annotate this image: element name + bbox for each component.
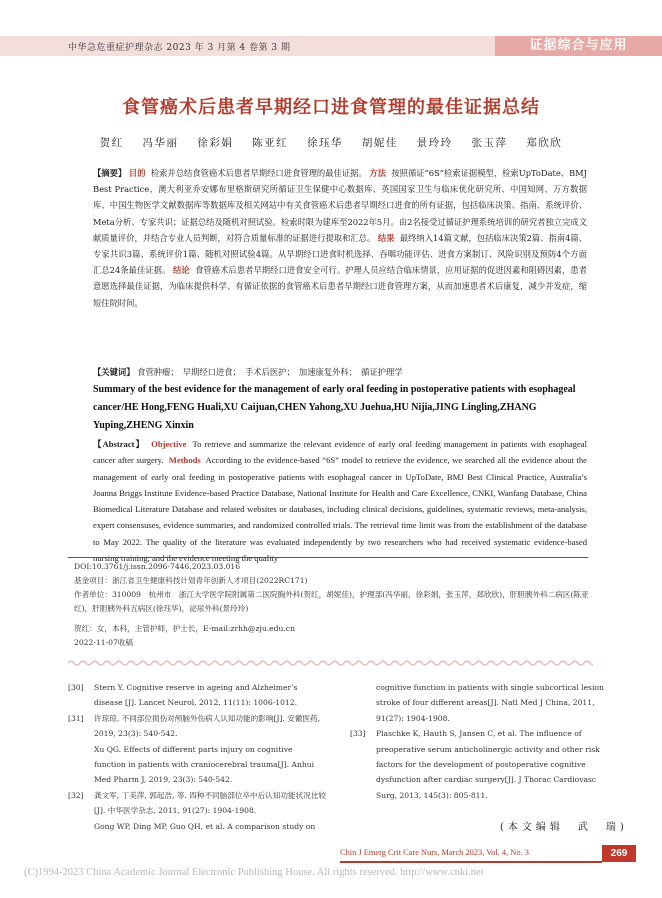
doi: DOI:10.3761/j.issn.2096-7446.2023.03.016 <box>74 562 241 571</box>
keywords-text: 食管肿瘤； 早期经口进食； 手术后医护； 加速康复外科； 循证护理学 <box>137 367 403 377</box>
reference-text: Xu QG. Effects of different parts injury on cognitive function in patients with craniocerebral trauma[J]. Anhui Med Pharm J, 2019, 23(3): 540-542. <box>94 744 315 785</box>
page-number: 269 <box>602 845 636 862</box>
journal-footer: Chin J Emerg Crit Care Nurs, March 2023, Vol. 4, No. 3 <box>340 848 529 857</box>
wavy-divider <box>68 659 593 667</box>
reference-text: Stern Y. Cognitive reserve in ageing and Alzheimer’s disease [J]. Lancet Neurol, 2012, 11(11): 1006-1012. <box>94 683 298 708</box>
references-left <box>68 680 326 834</box>
section-label: 证据综合与应用 <box>495 36 662 56</box>
english-title: Summary of the best evidence for the management of early oral feeding in postoperative patients with esophageal cancer/HE Hong,FENG Huali,XU Caijuan,CHEN Yahong,XU Juehua,HU Nijia,JING Lingling,ZHANG Yuping,ZHENG Xinxin <box>93 384 576 431</box>
author-info: 贺红：女，本科，主管护师，护士长，E-mail:zrhh@zju.edu.cn <box>74 624 295 633</box>
author-units: 作者单位：310009 杭州市 浙江大学医学院附属第二医院胸外科(贺红，胡妮佳)，护理部(冯华丽，徐彩娟，张玉萍，郑欣欣)，肝胆胰外科二病区(陈亚红)，肝胆胰外科五病区(徐珏华)，泌尿外科(景玲玲) <box>74 590 589 613</box>
methods-en-text: According to the evidence-based “6S” model to retrieve the evidence, we searched all the evidence about the management of early oral feeding in postoperative patients with esophageal cancer in UpToDate, BMJ Best Clinical Practice, Australia’s Joanna Briggs Institute Evidence-based Practice Database, National Institute for Health and Care Excellence, CNKI, Wanfang Database, China Biomedical Literature Database and related websites or databases, including clinical decisions, guidelines, systematic reviews, meta-analysis, expert consensuses, evidence summaries, and randomized controlled trials. The retrieval time limit was from the establishment of the database to May 2022. The quality of the literature was evaluated independently by two researchers who had received systematic evidence-based nursing training, and the evidence meeting the quality <box>93 455 587 564</box>
abstract-en <box>93 436 587 566</box>
reference-text: cognitive function in patients with single subcortical lesion stroke of four different areas[J]. Natl Med J China, 2011, 91(27): 1904-1908. <box>376 683 604 723</box>
footer-rule <box>340 861 602 863</box>
results-label: 结果 <box>377 232 395 243</box>
reference-number <box>350 680 376 726</box>
keywords-cn <box>93 366 587 378</box>
objective-label: 目的 <box>128 168 146 178</box>
reference-number: [30] <box>68 683 84 692</box>
reference-number: [32] <box>68 790 84 800</box>
abstract-label: 【摘要】 <box>93 168 127 178</box>
abstract-cn <box>93 165 587 311</box>
article-title: 食管癌术后患者早期经口进食管理的最佳证据总结 <box>122 97 540 118</box>
reference-text: Gong WP, Ding MP, Guo QH, et al. A comparison study on <box>94 821 316 831</box>
reference-item <box>68 711 326 742</box>
reference-number: [31] <box>68 713 84 723</box>
reference-number <box>68 819 94 834</box>
abstract-en-label: 【Abstract】 <box>93 439 145 449</box>
editor-note: (本文编辑 武 瑞) <box>500 822 628 833</box>
keywords-label: 【关键词】 <box>93 367 135 377</box>
footnote-rule <box>68 557 588 558</box>
objective-en-label: Objective <box>151 439 187 449</box>
methods-label: 方法 <box>369 168 387 178</box>
reference-number: [33] <box>350 729 366 739</box>
reference-text: 龚文军, 丁美萍, 郭起浩, 等. 四种不同脑部位卒中后认知功能状况比较[J]. 中华医学杂志, 2011, 91(27): 1904-1908. <box>94 790 326 816</box>
received-date: 2022-11-07收稿 <box>74 638 133 647</box>
fund-info: 基金项目：浙江省卫生健康科技计划青年创新人才项目(2022RC171) <box>74 576 308 585</box>
reference-item <box>68 742 326 788</box>
journal-header: 中华急危重症护理杂志 2023 年 3 月第 4 卷第 3 期 <box>68 43 291 53</box>
reference-text: Plaschke K, Hauth S, Jansen C, et al. The influence of preoperative serum anticholinergic activity and other risk factors for the development of postoperative cognitive dysfunction after cardiac surgery[J]. J Thorac Cardiovasc Surg, 2013, 145(3): 805-811. <box>376 729 600 800</box>
objective-text: 检索并总结食管癌术后患者早期经口进食管理的最佳证据。 <box>150 168 367 178</box>
reference-item <box>350 726 608 803</box>
reference-item <box>68 680 326 711</box>
conclusion-label: 结论 <box>173 265 190 276</box>
reference-item <box>350 680 608 726</box>
conclusion-text: 食管癌术后患者早期经口进食安全可行。护理人员应结合临床情景，应用证据的促进因素和阻碍因素，患者意愿选择最佳证据，为临床提供科学、有循证依据的食管癌术后患者早期经口进食管理方案，从而加速患者术后康复，减少并发症，缩短住院时间。 <box>93 265 588 308</box>
references-right <box>350 680 608 803</box>
results-text: 最终纳入14篇文献，包括临床决策2篇、指南4篇、专家共识3篇、系统评价1篇、随机对照试验4篇。从早期经口进食时机选择、吞咽功能评估、进食方案制订、风险识别及预防4个方面汇总24条最佳证据。 <box>93 232 587 276</box>
reference-text: 许琼琼. 不同部位损伤对颅脑外伤病人认知功能的影响[J]. 安徽医药, 2019, 23(3): 540-542. <box>94 713 321 739</box>
reference-item <box>68 788 326 819</box>
reference-number <box>68 742 94 788</box>
author-list: 贺红 冯华丽 徐彩娟 陈亚红 徐珏华 胡妮佳 景玲玲 张玉萍 郑欣欣 <box>99 137 563 149</box>
copyright-watermark: (C)1994-2023 China Academic Journal Electronic Publishing House. All rights reserved. http://www.cnki.net <box>24 867 484 878</box>
methods-text: 按照循证“6S”检索证据模型，检索UpToDate、BMJ Best Practice、澳大利亚乔安娜布里格斯研究所循证卫生保健中心数据库、英国国家卫生与临床优化研究所、中国知网、万方数据库、中国生物医学文献数据库等数据库及相关网站中有关食管癌术后患者早期经口进食的所有证据，包括临床决策、指南、系统评价、Meta分析、专家共识；证据总结及随机对照试验。检索时限为建库至2022年5月。由2名接受过循证护理系统培训的研究者独立完成文献质量评价，并结合专业人员判断，对符合质量标准的证据进行提取和汇总。 <box>93 168 588 243</box>
methods-en-label: Methods <box>168 455 201 466</box>
reference-item <box>68 819 326 834</box>
objective-en-text: To retrieve and summarize the relevant evidence of early oral feeding management in patients with esophageal cancer after surgery. <box>93 439 587 466</box>
